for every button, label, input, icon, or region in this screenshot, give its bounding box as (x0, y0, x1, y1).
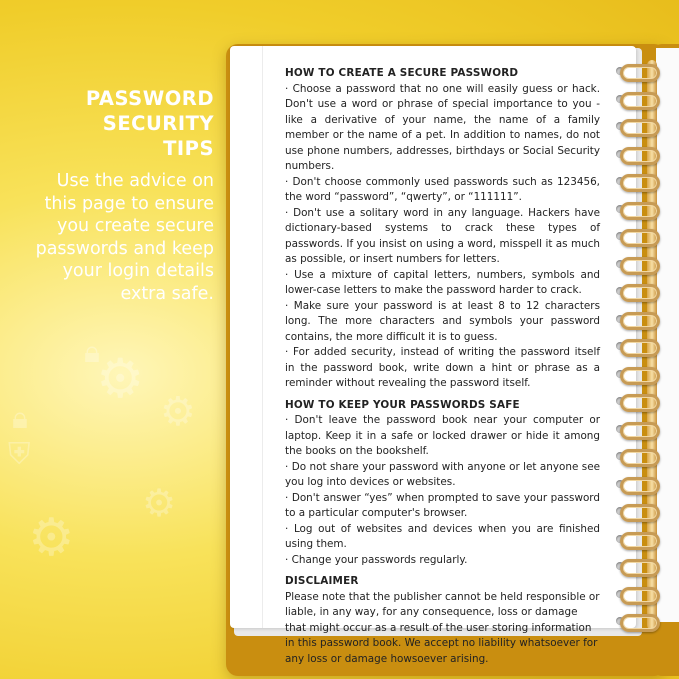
section-title: DISCLAIMER (285, 575, 359, 587)
disclaimer-paragraph: Please note that the publisher cannot be held responsible or liable, in any way, for any consequence, loss or damage that might occur as a result of the user storing information in this password book. We accept no liability whatsoever for any loss or damage howsoever arising. (285, 590, 600, 665)
binding-ring (620, 308, 658, 330)
section-disclaimer (285, 574, 600, 667)
binding-ring (620, 500, 658, 522)
binding-ring (620, 115, 658, 137)
promo-subtext-line: you create secure (56, 216, 214, 236)
promo-heading (20, 86, 214, 161)
tip-paragraph: · Choose a password that no one will easily guess or hack. Don't use a word or phrase of special importance to you - like a derivative of your name, the name of a family member or the name of a pet. In addition to names, do not use phone numbers, addresses, birthdays or Social Security numbers. (285, 82, 600, 172)
binding-ring (620, 555, 658, 577)
binding-ring (620, 60, 658, 82)
tip-paragraph: · For added security, instead of writing the password itself in the password book, write down a hint or phrase as a reminder without revealing the password itself. (285, 346, 600, 389)
gear-icon: ⚙ (142, 481, 177, 525)
promo-subtext-line: Use the advice on (56, 171, 214, 191)
promo-text-block (20, 86, 214, 305)
binding-ring (620, 170, 658, 192)
binding-ring (620, 143, 658, 165)
tip-paragraph: · Don't choose commonly used passwords such as 123456, the word “password”, “qwerty”, or “111111”. (285, 175, 600, 203)
binding-ring (620, 225, 658, 247)
binding-ring (620, 335, 658, 357)
page-content (285, 66, 600, 667)
lock-icon: 🔒︎ (84, 335, 100, 370)
gear-icon: ⚙ (96, 347, 145, 410)
promo-heading-line: PASSWORD (85, 87, 214, 110)
binding-ring (620, 88, 658, 110)
binding-ring (620, 390, 658, 412)
gear-icon: ⚙ (28, 508, 75, 568)
promo-subtext-line: this page to ensure (44, 193, 214, 214)
promo-subtext (20, 170, 214, 305)
binding-ring (620, 253, 658, 275)
tip-paragraph: · Don't leave the password book near your computer or laptop. Keep it in a safe or locked drawer or hide it among the books on the bookshelf. (285, 414, 600, 457)
tip-paragraph: · Change your passwords regularly. (285, 553, 468, 566)
lock-icon: 🔒︎ (12, 401, 28, 436)
tip-paragraph: · Use a mixture of capital letters, numbers, symbols and lower-case letters to make the password harder to crack. (285, 268, 600, 296)
promo-subtext-line: passwords and keep (35, 238, 214, 259)
gear-icon: ⚙ (160, 389, 196, 435)
section-keep-passwords-safe (285, 398, 600, 569)
promo-heading-line: TIPS (163, 137, 214, 160)
tip-paragraph: · Make sure your password is at least 8 to 12 characters long. The more characters and symbols your password contains, the more difficult it is to guess. (285, 299, 600, 343)
spiral-binding (620, 60, 679, 640)
tip-paragraph: · Log out of websites and devices when you are finished using them. (285, 522, 600, 550)
section-title: HOW TO KEEP YOUR PASSWORDS SAFE (285, 398, 520, 411)
binding-ring (620, 418, 658, 440)
promo-subtext-line: your login details (62, 261, 214, 281)
binding-ring (620, 583, 658, 605)
page-margin-line (262, 46, 263, 628)
binding-ring (620, 198, 658, 220)
shield-icon: ⛨ (8, 437, 31, 472)
promo-heading-line: SECURITY (102, 112, 214, 135)
tip-paragraph: · Do not share your password with anyone or let anyone see you log into devices or websites. (285, 460, 600, 488)
tip-paragraph: · Don't answer “yes” when prompted to save your password to a particular computer's browser. (285, 491, 600, 519)
binding-ring (620, 363, 658, 385)
section-title: HOW TO CREATE A SECURE PASSWORD (285, 67, 519, 79)
binding-ring (620, 445, 658, 467)
binding-ring (620, 473, 658, 495)
tip-paragraph: · Don't use a solitary word in any language. Hackers have dictionary-based systems to crack these types of passwords. If you insist on using a word, misspell it as much as possible, or insert numbers for letters. (285, 206, 600, 265)
binding-ring (620, 280, 658, 302)
binding-ring (620, 528, 658, 550)
binding-ring (620, 610, 658, 632)
promo-subtext-line: extra safe. (120, 283, 214, 304)
section-create-password (285, 66, 600, 392)
